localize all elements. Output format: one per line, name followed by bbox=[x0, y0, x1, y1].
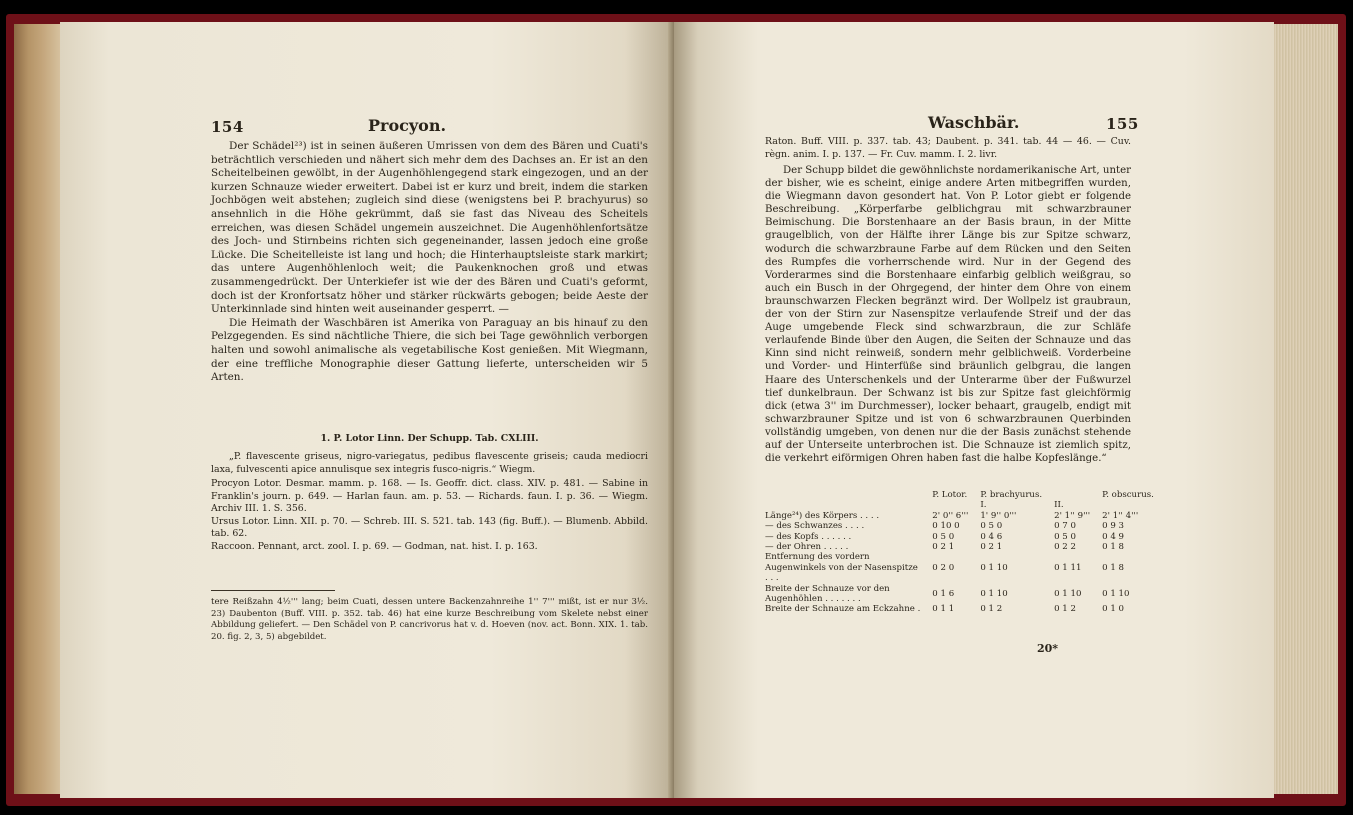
table-row: — des Kopfs . . . . . . 0 5 0 0 4 6 0 5 0 0 4 9 bbox=[765, 531, 1125, 542]
synonym-ursus: Ursus Lotor. Linn. XII. p. 70. — Schreb. III. S. 521. tab. 143 (fig. Buff.). — Blumenb. Abbild. tab. 62. bbox=[211, 515, 648, 540]
right-body bbox=[765, 164, 1131, 465]
table-row: Länge²⁴) des Körpers . . . . 2' 0'' 6''' 1' 9'' 0''' 2' 1'' 9''' 2' 1'' 4''' bbox=[765, 510, 1139, 521]
footnote-rule bbox=[211, 590, 335, 591]
table-header-row: P. Lotor. P. brachyurus. P. obscurus. bbox=[932, 490, 1154, 500]
synonym-raccoon: Raccoon. Pennant, arct. zool. I. p. 69. — Godman, nat. hist. I. p. 163. bbox=[211, 540, 538, 552]
table-row: — der Ohren . . . . . 0 2 1 0 2 1 0 2 2 0 1 8 bbox=[765, 542, 1125, 553]
table-row: Breite der Schnauze am Eckzahne . 0 1 1 0 1 2 0 1 2 0 1 0 bbox=[765, 604, 1125, 615]
species-heading: 1. P. Lotor Linn. Der Schupp. Tab. CXLIII. bbox=[320, 433, 539, 444]
left-running-title: Procyon. bbox=[368, 116, 447, 135]
table-row: Entfernung des vordern Augenwinkels von der Nasenspitze . . . 0 2 0 0 1 10 0 1 11 0 1 8 bbox=[765, 552, 1125, 584]
right-page-edges bbox=[1270, 24, 1338, 794]
measurement-table bbox=[763, 490, 1156, 615]
synonyms bbox=[211, 478, 648, 554]
references: Raton. Buff. VIII. p. 337. tab. 43; Daubent. p. 341. tab. 44 — 46. — Cuv. règn. anim. I. p. 137. — Fr. Cuv. mamm. I. 2. livr. bbox=[765, 136, 1131, 160]
synonym-procyon: Procyon Lotor. Desmar. mamm. p. 168. — Is. Geoffr. dict. class. XIV. p. 481. — Sabine in Franklin's journ. p. 649. — Harlan faun. am. p. 53. — Richards. faun. I. p. 36. — Wiegm. Archiv III. 1. S. 356. bbox=[211, 478, 648, 515]
left-page-edges bbox=[14, 24, 62, 794]
right-running-title: Waschbär. bbox=[928, 113, 1020, 132]
left-page-number: 154 bbox=[211, 118, 244, 136]
table-row: — des Schwanzes . . . . 0 10 0 0 5 0 0 7 0 0 9 3 bbox=[765, 521, 1125, 532]
diagnosis: „P. flavescente griseus, nigro-variegatus, pedibus flavescente griseis; cauda mediocri laxa, fulvescenti apice annulisque sex integris fusco-nigris.“ Wiegm. bbox=[211, 451, 648, 475]
signature-mark: 20* bbox=[1037, 642, 1059, 655]
description-paragraph: Der Schupp bildet die gewöhnlichste nordamerikanische Art, unter der bisher, wie es scheint, einige andere Arten mitbegriffen wurden, die Wiegmann davon gesondert hat. Von P. Lotor giebt er folgende Beschreibung. „Körperfarbe gelblichgrau mit schwarzbrauner Beimischung. Die Borstenhaare an der Basis braun, in der Mitte graugelblich, von der Hälfte ihrer Länge bis zur Spitze schwarz, wodurch die schwarzbraune Farbe auf dem Rücken und den Seiten des Rumpfes die vorherrschende wird. Nur in der Gegend des Vorderarmes sind die Borstenhaare einfarbig gelblich weißgrau, so auch ein Busch in der Ohrgegend, der hinter dem Ohre von einem braunschwarzen Flecken begränzt wird. Der Wollpelz ist graubraun, der von der Stirn zur Nasenspitze verlaufende Streif und der das Auge umgebende Fleck sind schwarzbraun, die zur Schläfe verlaufende Binde über den Augen, die Seiten der Schnauze und das Kinn sind nicht reinweiß, sondern mehr gelblichweiß. Vorderbeine und Vorder- und Hinterfüße sind bräunlich gelbgrau, die langen Haare des Unterschenkels und der Unterarme über der Fußwurzel tief dunkelbraun. Der Schwanz ist bis zur Spitze fast gleichförmig dick (etwa 3'' im Durchmesser), locker behaart, graugelb, endigt mit schwarzbrauner Spitze und ist von 6 schwarzbraunen Querbinden vollständig umgeben, von denen nur die der Basis zunächst stehende auf der Unterseite unterbrochen ist. Die Schnauze ist ziemlich spitz, die verkehrt eiförmigen Ohren haben fast die halbe Kopfeslänge.“ bbox=[765, 165, 1131, 465]
table-subheader-row: I. II. bbox=[980, 500, 1064, 511]
habitat-paragraph: Die Heimath der Waschbären ist Amerika von Paraguay an bis hinauf zu den Pelzgegenden. Es sind nächtliche Thiere, die sich bei Tage gewöhnlich verborgen halten und sowohl animalische als vegetabilische Kost genießen. Mit Wiegmann, der eine treffliche Monographie dieser Gattung lieferte, unterscheiden wir 5 Arten. bbox=[211, 316, 648, 384]
right-page-number: 155 bbox=[1106, 115, 1139, 133]
left-body bbox=[211, 140, 648, 385]
footnote: tere Reißzahn 4½''' lang; beim Cuati, dessen untere Backenzahnreihe 1'' 7''' mißt, ist er nur 3½. 23) Daubenton (Buff. VIII. p. 352. tab. 46) hat eine kurze Beschreibung vom Skelete nebst einer Abbildung geliefert. — Den Schädel von P. cancrivorus hat v. d. Hoeven (nov. act. Bonn. XIX. 1. tab. 20. fig. 2, 3, 5) abgebildet. bbox=[211, 597, 648, 642]
table-row: Breite der Schnauze vor den Augenhöhlen . . . . . . . 0 1 6 0 1 10 0 1 10 0 1 10 bbox=[765, 583, 1130, 605]
left-page bbox=[60, 22, 674, 798]
skull-paragraph: Der Schädel²³) ist in seinen äußeren Umrissen von dem des Bären und Cuati's beträchtlich verschieden und nähert sich mehr dem des Dachses an. Er ist an den Scheitelbeinen gewölbt, in der Augenhöhlengegend stark eingezogen, und an der kurzen Schnauze wieder erweitert. Dabei ist er kurz und breit, indem die starken Jochbögen weit abstehen; zugleich sind diese (wenigstens bei P. brachyurus) so ansehnlich in die Höhe gekrümmt, daß sie fast das Niveau des Scheitels erreichen, was diesen Schädel ungemein auszeichnet. Die Augenhöhlenfortsätze des Joch- und Stirnbeins richten sich gegeneinander, lassen jedoch eine große Lücke. Die Scheitelleiste ist lang und hoch; die Hinterhauptsleiste stark markirt; das untere Augenhöhlenloch weit; die Paukenknochen groß und etwas zusammengedrückt. Der Unterkiefer ist wie der des Bären und Cuati's geformt, doch ist der Kronfortsatz höher und stärker rückwärts gebogen; beide Aeste der Unterkinnlade sind hinten weit auseinander gesperrt. — bbox=[211, 140, 648, 316]
